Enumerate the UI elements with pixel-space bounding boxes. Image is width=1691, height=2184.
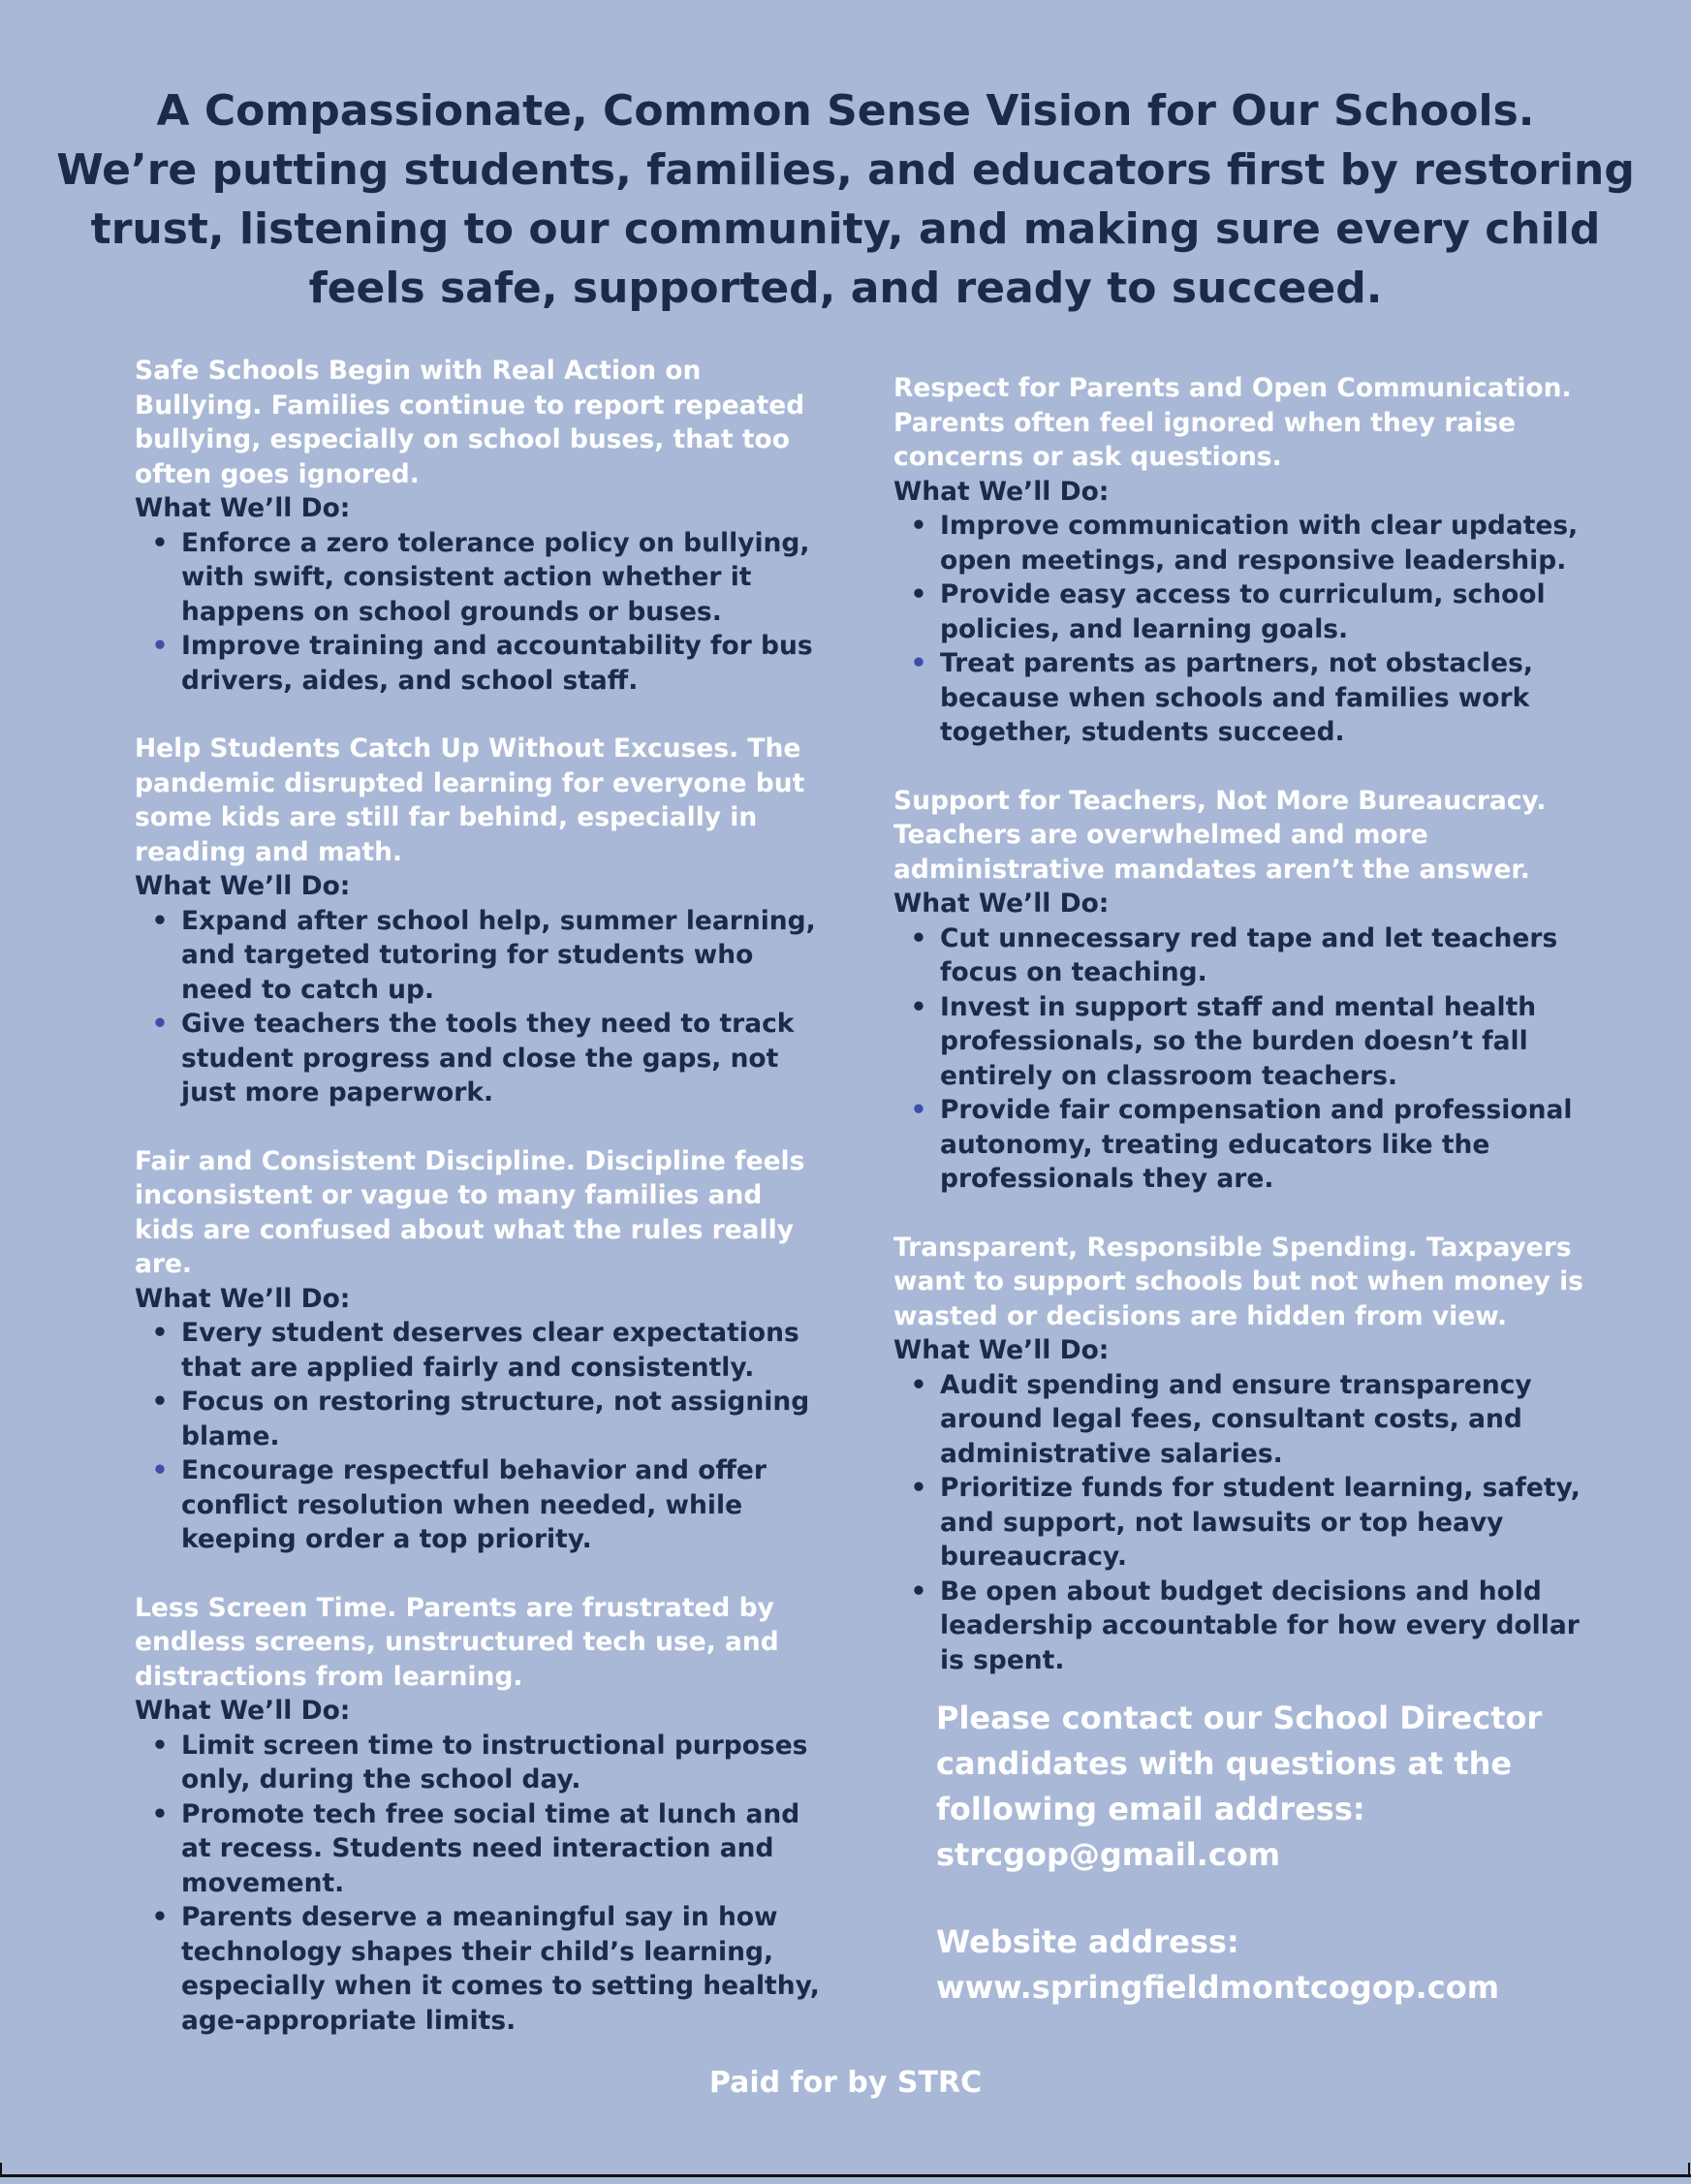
list-item-text: Focus on restoring structure, not assigning blame. [181,1387,810,1451]
section-parents [893,371,1606,750]
what-well-do-label: What We’ll Do: [135,493,351,523]
bullet-icon: • [151,1455,169,1485]
bullet-list [135,526,828,699]
paid-for-notice: Paid for by STRC [708,2066,983,2100]
what-well-do-label: What We’ll Do: [135,1283,351,1314]
section-teachers [893,784,1606,1197]
bullet-icon: • [151,905,169,936]
list-item-text: Invest in support staff and mental health professionals, so the burden doesn’t fall entirely on classroom teachers. [940,991,1537,1091]
bullet-icon: • [910,922,927,953]
website-link[interactable]: www.springfieldmontcogop.com [936,1969,1500,2006]
section-intro: Safe Schools Begin with Real Action on Bullying. Families continue to report repeated bullying, especially on school buses, that too often goes ignored. [135,356,805,489]
right-column [893,371,1606,1711]
bullet-icon: • [910,1095,927,1125]
list-item-text: Audit spending and ensure transparency around legal fees, consultant costs, and administrative salaries. [940,1369,1532,1469]
list-item-text: Provide easy access to curriculum, school policies, and learning goals. [940,579,1546,644]
list-item-text: Treat parents as partners, not obstacles, because when schools and families work together, students succeed. [940,648,1533,747]
contact-block [936,1696,1634,2011]
list-item-text: Every student deserves clear expectations that are applied fairly and consistently. [181,1318,799,1383]
headline [39,81,1652,318]
list-item [151,1729,828,1797]
bullet-icon: • [910,1369,927,1400]
bullet-list [893,921,1606,1197]
bullet-list [893,1368,1606,1678]
bullet-icon: • [910,511,927,541]
list-item-text: Provide fair compensation and professional autonomy, treating educators like the professionals they are. [940,1095,1573,1194]
list-item-text: Enforce a zero tolerance policy on bullying, with swift, consistent action whether it happens on school grounds or buses. [181,527,810,627]
what-well-do-label: What We’ll Do: [893,476,1110,507]
list-item [151,1900,828,2038]
bullet-icon: • [151,1009,169,1039]
section-intro: Support for Teachers, Not More Bureaucracy. Teachers are overwhelmed and more administrative mandates aren’t the answer. [893,785,1547,885]
bullet-icon: • [910,1473,927,1503]
list-item [910,1093,1606,1197]
list-item-text: Give teachers the tools they need to track student progress and close the gaps, not just more paperwork. [181,1009,795,1108]
left-column [135,354,828,2072]
section-intro: Respect for Parents and Open Communication. Parents often feel ignored when they raise concerns or ask questions. [893,373,1572,472]
list-item [910,646,1606,750]
bottom-rule [0,2174,1691,2177]
list-item [151,1453,828,1557]
website-label: Website address: [936,1923,1239,1960]
bullet-icon: • [910,991,927,1022]
section-bullying [135,354,828,698]
list-item [151,526,828,630]
bullet-icon: • [151,527,169,558]
list-item-text: Expand after school help, summer learning, and targeted tutoring for students who need to catch up. [181,905,816,1005]
what-well-do-label: What We’ll Do: [135,871,351,901]
bullet-list [893,509,1606,750]
bullet-icon: • [910,579,927,609]
list-item-text: Promote tech free social time at lunch and at recess. Students need interaction and movement. [181,1798,800,1898]
list-item [151,904,828,1008]
section-screen-time [135,1591,828,2039]
list-item [151,1385,828,1453]
list-item [910,1471,1606,1575]
section-intro: Help Students Catch Up Without Excuses. The pandemic disrupted learning for everyone but some kids are still far behind, especially in reading and math. [135,733,805,867]
bullet-icon: • [151,631,169,661]
list-item [910,577,1606,646]
list-item [910,921,1606,990]
what-well-do-label: What We’ll Do: [893,1335,1110,1365]
list-item [910,509,1606,577]
list-item-text: Prioritize funds for student learning, safety, and support, not lawsuits or top heavy bureaucracy. [940,1473,1581,1572]
section-intro: Less Screen Time. Parents are frustrated by endless screens, unstructured tech use, and distractions from learning. [135,1592,779,1692]
list-item [151,629,828,698]
list-item-text: Parents deserve a meaningful say in how technology shapes their child’s learning, especially when it comes to setting healthy, age-appropriate limits. [181,1902,820,2036]
bullet-list [135,1729,828,2039]
list-item [910,1368,1606,1472]
list-item-text: Be open about budget decisions and hold leadership accountable for how every dollar is spent. [940,1576,1580,1675]
bullet-icon: • [151,1387,169,1417]
section-intro: Transparent, Responsible Spending. Taxpayers want to support schools but not when money is wasted or decisions are hidden from view. [893,1232,1583,1331]
section-discipline [135,1144,828,1557]
bullet-list [135,904,828,1110]
list-item [910,1575,1606,1678]
bullet-icon: • [910,1576,927,1607]
list-item-text: Improve training and accountability for bus drivers, aides, and school staff. [181,631,813,696]
contact-text: Please contact our School Director candidates with questions at the following email address: strcgop@gmail.com [936,1700,1543,1873]
bullet-icon: • [910,648,927,678]
bullet-icon: • [151,1318,169,1348]
bullet-list [135,1316,828,1557]
section-intro: Fair and Consistent Discipline. Discipline feels inconsistent or vague to many families and kids are confused about what the rules really are. [135,1145,805,1279]
list-item [151,1797,828,1901]
headline-line-2: We’re putting students, families, and educators first by restoring trust, listening to our community, and making sure every child feels safe, supported, and ready to succeed. [56,145,1635,313]
section-catch-up [135,732,828,1110]
list-item-text: Encourage respectful behavior and offer conflict resolution when needed, while keeping order a top priority. [181,1455,767,1554]
list-item-text: Improve communication with clear updates, open meetings, and responsive leadership. [940,511,1579,576]
bullet-icon: • [151,1730,169,1761]
bullet-icon: • [151,1902,169,1932]
what-well-do-label: What We’ll Do: [893,889,1110,919]
section-spending [893,1231,1606,1678]
list-item [910,990,1606,1094]
list-item-text: Cut unnecessary red tape and let teachers focus on teaching. [940,922,1558,987]
headline-line-1: A Compassionate, Common Sense Vision for Our Schools. [156,86,1535,136]
list-item [151,1316,828,1385]
list-item-text: Limit screen time to instructional purposes only, during the school day. [181,1730,808,1794]
bullet-icon: • [151,1798,169,1829]
what-well-do-label: What We’ll Do: [135,1696,351,1726]
list-item [151,1007,828,1110]
